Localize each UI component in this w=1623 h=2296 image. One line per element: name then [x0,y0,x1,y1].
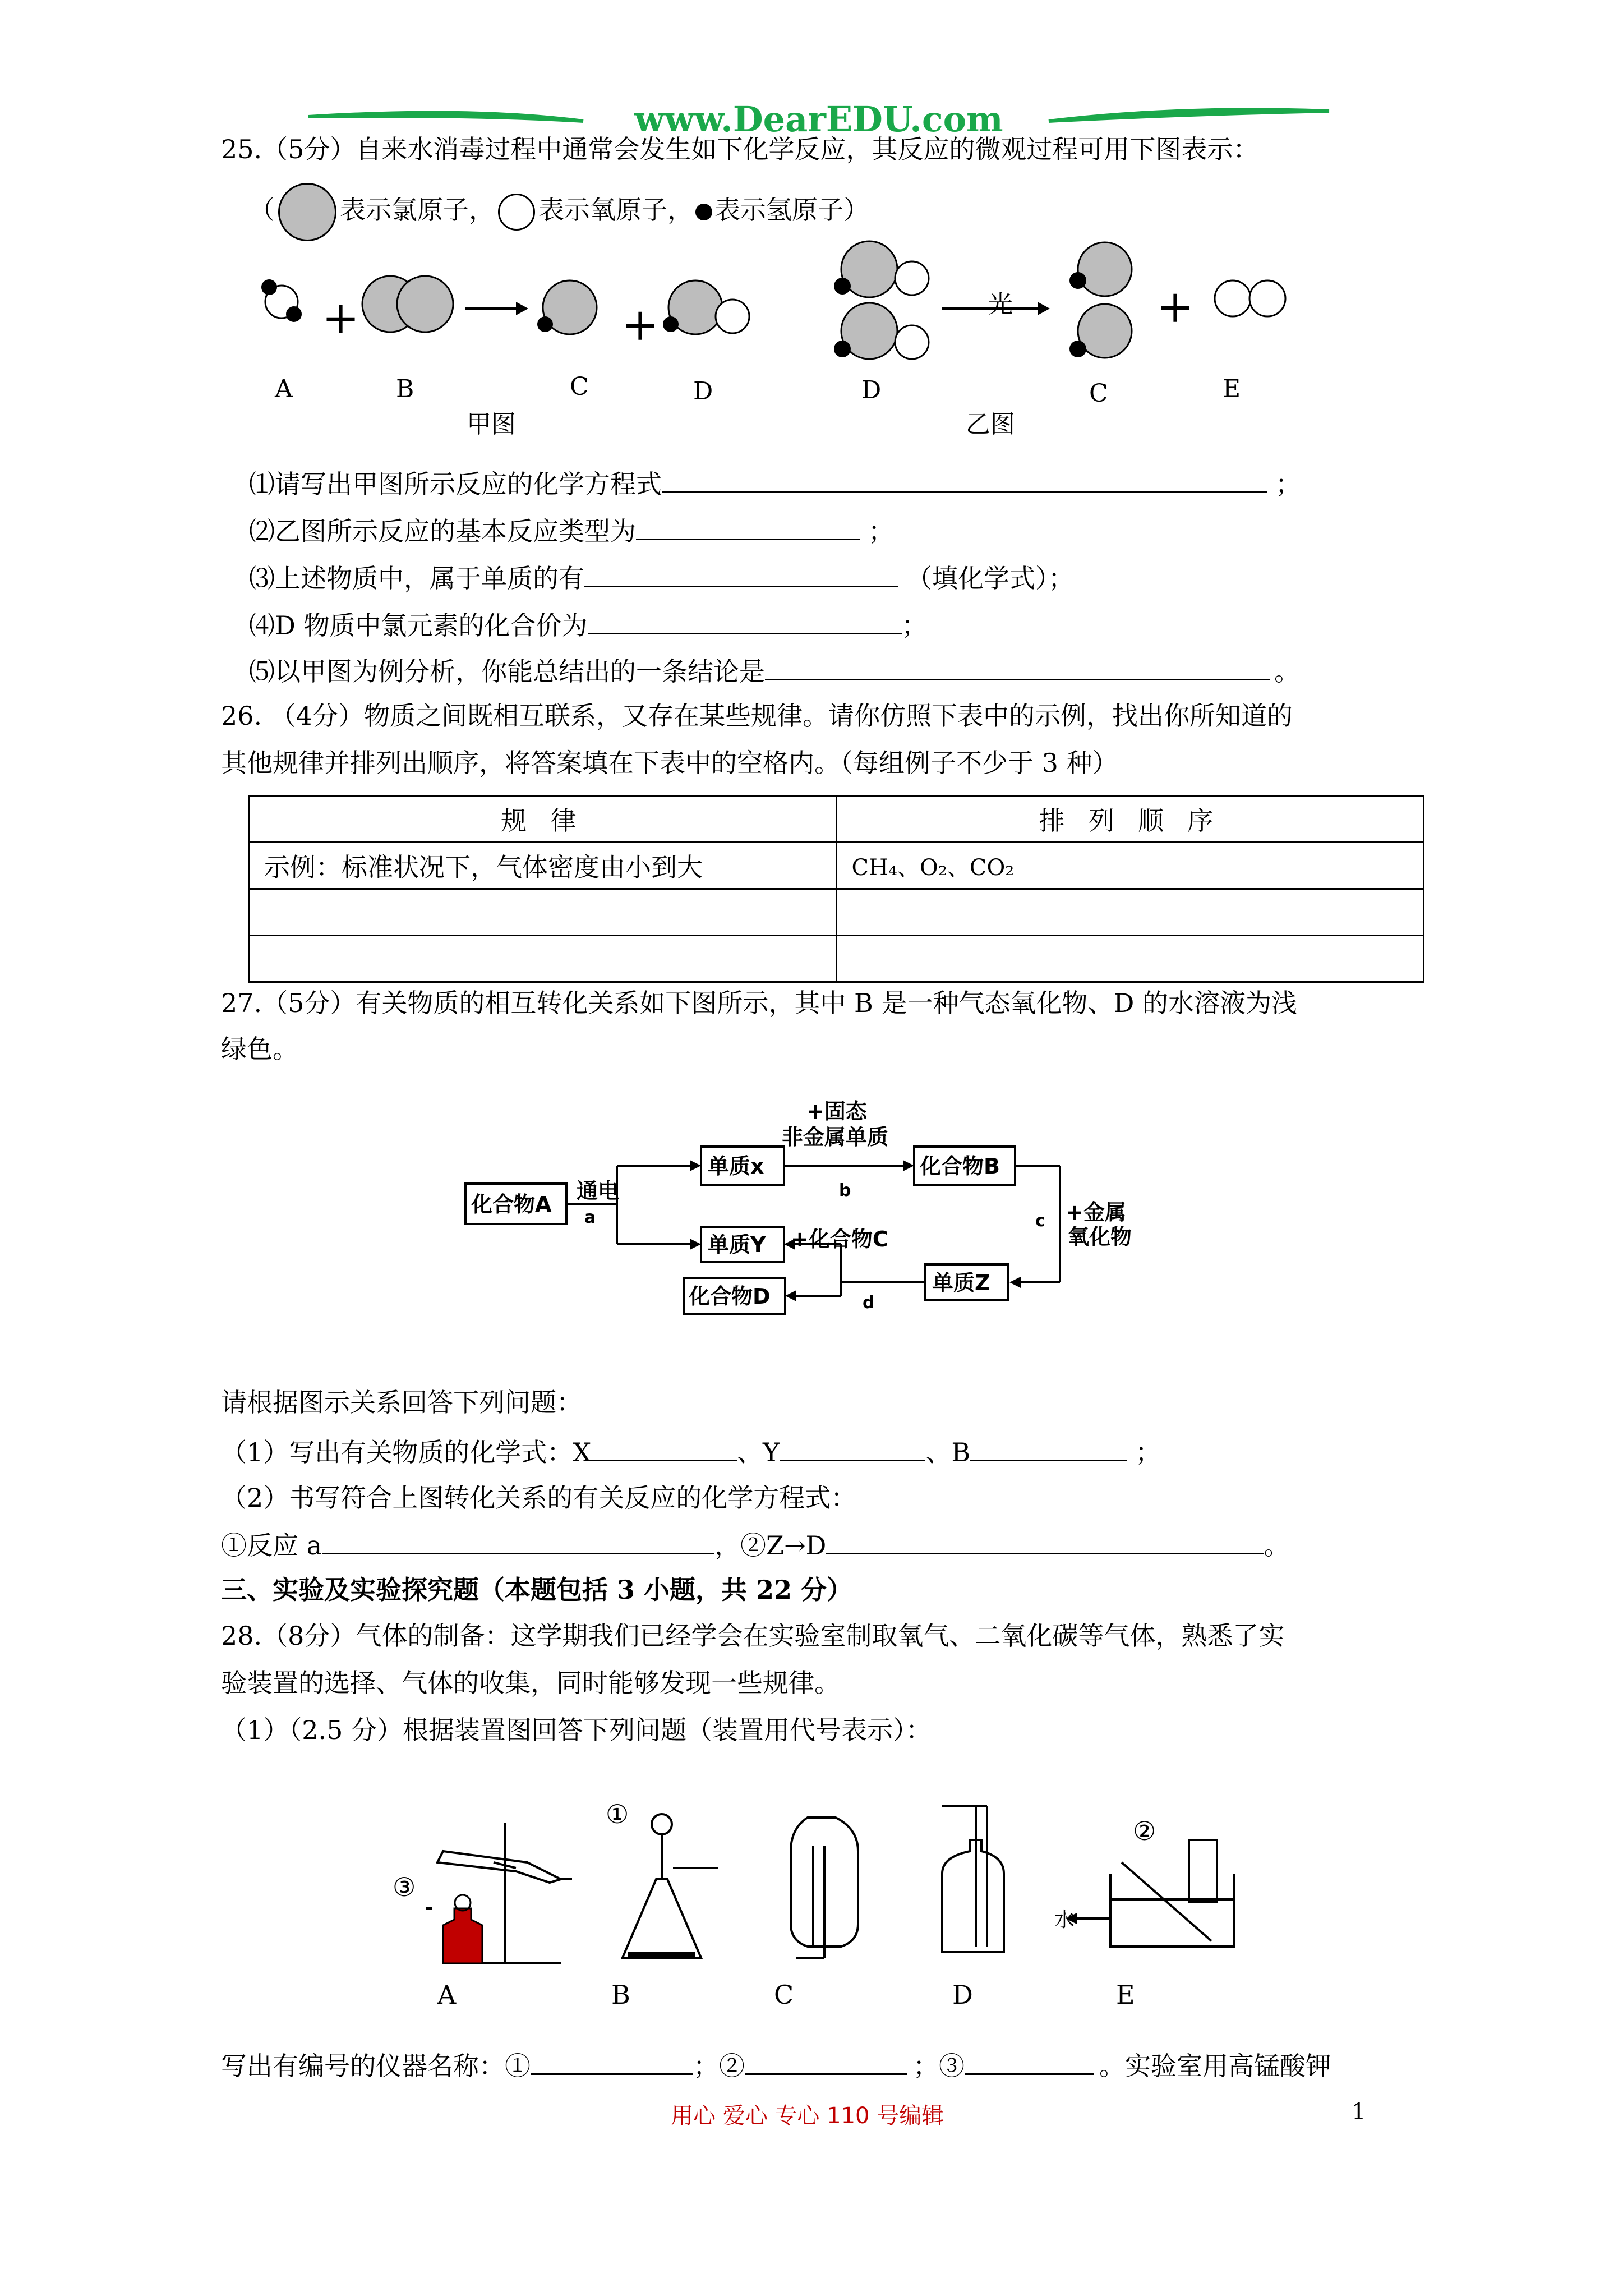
answer-blank-28-2[interactable] [745,2047,907,2075]
col-rule-header: 规 律 [249,796,837,843]
answer-blank-reaction-a[interactable] [322,1527,714,1554]
q25-legend [249,183,869,241]
app-num-1: ① [606,1799,629,1829]
label-d2: D [861,376,882,404]
col-order-header: 排 列 顺 序 [836,796,1424,843]
flow-elem-y: 单质Y [708,1232,766,1257]
molecule-c-top [1069,242,1132,296]
flow-elem-z: 单质Z [932,1271,990,1295]
table-row [249,936,1424,982]
q25-sub4: ⑷D 物质中氯元素的化合价为 ； [249,607,928,642]
answer-blank-25-3[interactable] [584,560,898,587]
app-label-c: C [774,1980,794,2010]
flow-label-b: b [839,1181,851,1200]
flow-label-c: c [1035,1211,1045,1231]
molecule-b [362,276,453,332]
q25-sub5: ⑸以甲图为例分析，你能总结出的一条结论是 。 [249,653,1300,688]
answer-blank-25-1[interactable] [662,466,1267,493]
app-label-b: B [611,1980,630,2010]
q27-sub1: （1）写出有关物质的化学式：X 、Y 、B ； [221,1434,1161,1469]
label-d: D [693,377,713,406]
legend-cl: 表示氯原子， [340,195,495,225]
q25-stem: 25.（5分）自来水消毒过程中通常会发生如下化学反应，其反应的微观过程可用下图表示： [221,134,1259,164]
caption-yi: 乙图 [966,410,1015,439]
example-order: CH₄、O₂、CO₂ [836,843,1424,889]
flow-compound-d: 化合物D [689,1284,771,1309]
label-e: E [1223,375,1241,403]
legend-open: （ [249,195,275,225]
molecule-e [1215,280,1285,316]
flow-right-2: 氧化物 [1068,1225,1132,1249]
apparatus-e [1077,1840,1234,1947]
rules-table [248,795,1424,983]
app-num-3: ③ [393,1872,416,1902]
flow-label-d: d [863,1293,875,1313]
example-rule: 示例：标准状况下，气体密度由小到大 [249,843,837,889]
answer-blank-x[interactable] [591,1434,737,1461]
table-header-row [249,796,1424,843]
plus-3: + [1156,280,1195,333]
apparatus-figure [381,1778,1256,2014]
answer-blank-28-1[interactable] [531,2047,693,2075]
caption-jia: 甲图 [467,410,516,439]
alcohol-lamp [443,1908,482,1963]
plus-1: + [322,292,360,344]
answer-cell-order-1[interactable] [836,889,1424,936]
answer-blank-z-d[interactable] [826,1527,1264,1554]
q26-stem-1: 26. （4分）物质之间既相互联系，又存在某些规律。请你仿照下表中的示例，找出你所知道的 [221,701,1293,731]
molecule-c-bottom [1069,304,1132,358]
flow-compound-a: 化合物A [471,1192,552,1217]
q27-stem-2: 绿色。 [221,1034,298,1064]
label-c: C [570,372,589,401]
app-label-e: E [1116,1980,1135,2010]
h-atom-icon [695,204,712,220]
conversion-flowchart [454,1099,1161,1329]
apparatus-b [623,1814,718,1958]
apparatus-c [791,1818,858,1958]
light-label: 光 [988,290,1013,319]
molecule-a [261,279,302,322]
flow-compound-b: 化合物B [920,1154,1000,1179]
label-c2: C [1089,379,1108,408]
flow-top-1: +固态 [806,1099,867,1124]
q28-write: 写出有编号的仪器名称：① ；② ；③ 。实验室用高锰酸钾 [221,2047,1331,2083]
q28-sub1: （1）（2.5 分）根据装置图回答下列问题（装置用代号表示）： [221,1715,932,1745]
q27-sub2: （2）书写符合上图转化关系的有关反应的化学方程式： [221,1483,857,1513]
legend-o: 表示氧原子， [538,195,693,225]
table-row [249,889,1424,936]
table-row [249,843,1424,889]
molecule-d [663,280,749,334]
q27-ask: 请根据图示关系回答下列问题： [221,1387,582,1418]
q26-stem-2: 其他规律并排列出顺序，将答案填在下表中的空格内。（每组例子不少于 3 种） [221,748,1118,778]
o-atom-icon [498,194,535,231]
q25-sub2: ⑵乙图所示反应的基本反应类型为 ； [249,513,894,548]
apparatus-d [942,1806,1004,1952]
molecule-d-bottom [834,303,929,359]
answer-blank-28-3[interactable] [965,2047,1094,2075]
answer-blank-25-5[interactable] [765,653,1270,680]
answer-cell-rule-1[interactable] [249,889,837,936]
legend-h: 表示氢原子） [714,195,869,225]
reaction-diagram-jia [247,258,796,438]
footer-text: 用心 爱心 专心 110 号编辑 [671,2103,944,2129]
label-a: A [275,375,293,403]
app-water: 水 [1054,1908,1075,1931]
flow-top-2: 非金属单质 [782,1125,889,1149]
app-label-d: D [952,1980,973,2010]
cl-atom-icon [278,183,336,241]
answer-blank-b[interactable] [970,1434,1127,1461]
molecule-d-top [834,241,929,297]
section-3-title: 三、实验及实验探究题（本题包括 3 小题，共 22 分） [221,1575,853,1605]
app-num-2: ② [1133,1816,1156,1846]
flow-elec: 通电 [577,1179,620,1203]
flow-elem-x: 单质x [708,1154,764,1179]
flow-right-1: +金属 [1066,1200,1126,1225]
page-number: 1 [1352,2099,1366,2125]
answer-blank-25-2[interactable] [636,513,860,540]
answer-blank-25-4[interactable] [588,607,902,634]
reaction-diagram-yi [808,224,1301,393]
flow-plus-c: +化合物C [791,1227,888,1251]
q28-stem-1: 28.（8分）气体的制备：这学期我们已经学会在实验室制取氧气、二氧化碳等气体，熟悉了实 [221,1621,1285,1651]
plus-2: + [621,298,660,351]
answer-blank-y[interactable] [780,1434,925,1461]
answer-cell-rule-2[interactable] [249,936,837,982]
q28-stem-2: 验装置的选择、气体的收集，同时能够发现一些规律。 [221,1668,840,1698]
q27-stem-1: 27.（5分）有关物质的相互转化关系如下图所示，其中 B 是一种气态氧化物、D 的水溶液为浅 [221,988,1297,1018]
q25-sub1: ⑴请写出甲图所示反应的化学方程式 ； [249,466,1301,501]
header-site: www.DearEDU.com [634,100,1003,140]
app-label-a: A [437,1980,457,2010]
q27-sub2-eq: ①反应 a ，②Z→D 。 [221,1527,1289,1562]
label-b: B [396,375,414,403]
q25-sub3: ⑶上述物质中，属于单质的有 （填化学式）； [249,560,1074,595]
flow-label-a: a [584,1208,596,1227]
answer-cell-order-2[interactable] [836,936,1424,982]
molecule-c [537,280,597,334]
